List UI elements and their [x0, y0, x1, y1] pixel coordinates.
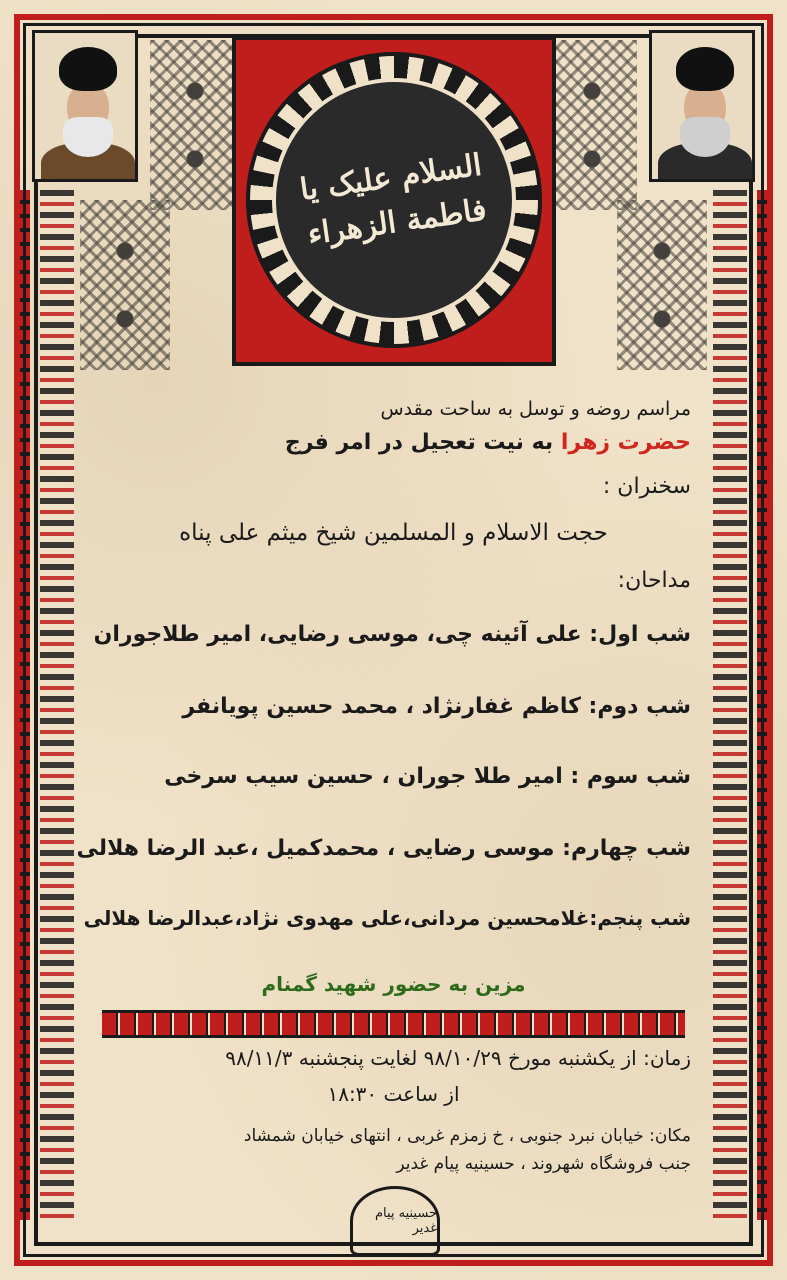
- intro-line-2-rest: به نیت تعجیل در امر فرج: [284, 430, 554, 455]
- night-1-eulogists: شب اول: علی آئینه چی، موسی رضایی، امیر طلاجوران: [93, 622, 691, 647]
- time-line-2: از ساعت ۱۸:۳۰: [327, 1082, 460, 1106]
- night-3-eulogists: شب سوم : امیر طلا جوران ، حسین سیب سرخی: [164, 764, 691, 789]
- intro-line-1: مراسم روضه و توسل به ساحت مقدس: [380, 398, 691, 420]
- right-ornament-band: [713, 190, 747, 1220]
- logo-text: حسینیه پیام غدیر: [374, 1206, 437, 1236]
- eulogists-label: مداحان:: [617, 568, 691, 593]
- night-4-eulogists: شب چهارم: موسی رضایی ، محمدکمیل ،عبد الرضا هلالی: [76, 836, 691, 861]
- portrait-left: [32, 30, 138, 182]
- ornament-panel-mid-left: [80, 200, 170, 370]
- medallion-calligraphy: السلام علیک یا فاطمة الزهراء: [297, 147, 489, 253]
- portrait-right: [649, 30, 755, 182]
- time-line-1: زمان: از یکشنبه مورخ ۹۸/۱۰/۲۹ لغایت پنجشنبه ۹۸/۱۱/۳: [225, 1046, 691, 1070]
- ornament-panel-top-left: [150, 40, 240, 210]
- speaker-name: حجت الاسلام و المسلمین شیخ میثم علی پناه: [179, 520, 608, 546]
- night-5-eulogists: شب پنجم:غلامحسین مردانی،علی مهدوی نژاد،عبدالرضا هلالی: [83, 906, 691, 930]
- ornament-panel-mid-right: [617, 200, 707, 370]
- shahid-note: مزین به حضور شهید گمنام: [261, 972, 526, 996]
- intro-name-red: حضرت زهرا: [560, 430, 691, 455]
- hosseinieh-logo: [350, 1186, 440, 1256]
- place-line-1: مکان: خیابان نبرد جنوبی ، خ زمزم غربی ، انتهای خیابان شمشاد: [243, 1126, 691, 1146]
- calligraphy-medallion: [272, 78, 516, 322]
- ornamental-divider: [102, 1010, 685, 1038]
- ornament-panel-top-right: [547, 40, 637, 210]
- place-line-2: جنب فروشگاه شهروند ، حسینیه پیام غدیر: [396, 1154, 691, 1174]
- speaker-label: سخنران :: [602, 474, 691, 499]
- intro-line-2: [96, 430, 691, 455]
- night-2-eulogists: شب دوم: کاظم غفارنژاد ، محمد حسین پویانفر: [182, 694, 691, 719]
- left-ornament-band: [40, 190, 74, 1220]
